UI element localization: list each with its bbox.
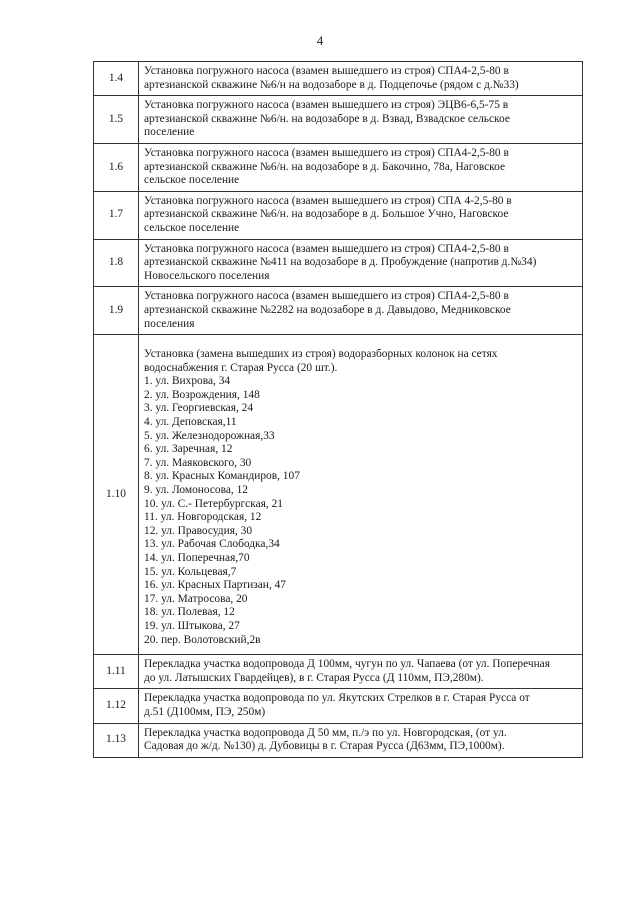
works-table	[93, 61, 583, 758]
list-item: 3. ул. Георгиевская, 24	[144, 402, 254, 415]
list-item: 20. пер. Волотовский,2в	[144, 633, 261, 646]
description-line: артезианской скважине №6/н. на водозаборе в д. Бакочино, 78а, Наговское	[144, 160, 506, 173]
list-item: 18. ул. Полевая, 12	[144, 606, 235, 619]
description-line: Установка погружного насоса (взамен вышедшего из строя) СПА4-2,5-80 в	[144, 146, 509, 159]
list-item: 6. ул. Заречная, 12	[144, 443, 233, 456]
list-item: 5. ул. Железнодорожная,33	[144, 429, 275, 442]
list-item: 7. ул. Маяковского, 30	[144, 456, 252, 469]
list-item: 1. ул. Вихрова, 34	[144, 375, 231, 388]
description-line: артезианской скважине №6/н. на водозаборе в д. Взвад, Взвадское сельское	[144, 112, 510, 125]
table-row	[94, 239, 583, 287]
description-line: Установка погружного насоса (взамен вышедшего из строя) СПА4-2,5-80 в	[144, 242, 509, 255]
description-line: Новосельского поселения	[144, 269, 270, 282]
description-line: водоснабжения г. Старая Русса (20 шт.).	[144, 361, 338, 374]
table-row	[94, 96, 583, 144]
table-row	[94, 689, 583, 723]
row-number: 1.8	[94, 239, 139, 287]
table-row	[94, 655, 583, 689]
description-line: Установка погружного насоса (взамен вышедшего из строя) СПА 4-2,5-80 в	[144, 194, 512, 207]
table-row	[94, 62, 583, 96]
row-description	[139, 655, 583, 689]
table-row	[94, 335, 583, 655]
address-list	[144, 375, 578, 647]
row-description	[139, 239, 583, 287]
list-item: 13. ул. Рабочая Слободка,34	[144, 538, 280, 551]
description-line: Установка погружного насоса (взамен вышедшего из строя) ЭЦВ6-6,5-75 в	[144, 99, 509, 112]
description-line: Перекладка участка водопровода Д 50 мм, п./э по ул. Новгородская, (от ул.	[144, 726, 507, 739]
row-description	[139, 143, 583, 191]
description-line: поселения	[144, 317, 195, 330]
row-description	[139, 96, 583, 144]
list-item: 9. ул. Ломоносова, 12	[144, 484, 248, 497]
list-item: 2. ул. Возрождения, 148	[144, 388, 260, 401]
list-item: 11. ул. Новгородская, 12	[144, 511, 262, 524]
table-row	[94, 723, 583, 757]
row-number: 1.6	[94, 143, 139, 191]
description-line: Установка погружного насоса (взамен вышедшего из строя) СПА4-2,5-80 в	[144, 290, 509, 303]
description-line: до ул. Латышских Гвардейцев), в г. Старая Русса (Д 110мм, ПЭ,280м).	[144, 671, 484, 684]
description-line: артезианской скважине №2282 на водозаборе в д. Давыдово, Медниковское	[144, 303, 511, 316]
description-line: артезианской скважине №6/н на водозаборе в д. Подцепочье (рядом с д.№33)	[144, 78, 519, 91]
row-description	[139, 723, 583, 757]
description-line: Перекладка участка водопровода по ул. Якутских Стрелков в г. Старая Русса от	[144, 692, 530, 705]
list-item: 12. ул. Правосудия, 30	[144, 524, 253, 537]
list-item: 16. ул. Красных Партизан, 47	[144, 579, 286, 592]
row-number: 1.12	[94, 689, 139, 723]
row-description	[139, 62, 583, 96]
table-row	[94, 287, 583, 335]
list-item: 14. ул. Поперечная,70	[144, 552, 250, 564]
table-row	[94, 191, 583, 239]
row-description	[139, 191, 583, 239]
row-number: 1.5	[94, 96, 139, 144]
table-row	[94, 143, 583, 191]
page-number: 4	[316, 33, 324, 48]
description-line: сельское поселение	[144, 221, 240, 234]
row-description	[139, 335, 583, 655]
row-number: 1.9	[94, 287, 139, 335]
list-item: 4. ул. Деповская,11	[144, 416, 237, 429]
description-line: артезианской скважине №411 на водозаборе в д. Пробуждение (напротив д.№34)	[144, 256, 537, 269]
description-line: поселение	[144, 126, 195, 139]
list-item: 8. ул. Красных Командиров, 107	[144, 470, 300, 483]
list-item: 17. ул. Матросова, 20	[144, 592, 248, 605]
description-line: Перекладка участка водопровода Д 100мм, чугун по ул. Чапаева (от ул. Поперечная	[144, 658, 550, 671]
description-line: Установка (замена вышедших из строя) водоразборных колонок на сетях	[144, 348, 498, 361]
row-number: 1.7	[94, 191, 139, 239]
description-line: д.51 (Д100мм, ПЭ, 250м)	[144, 705, 266, 718]
list-item: 10. ул. С.- Петербургская, 21	[144, 497, 283, 510]
row-number: 1.13	[94, 723, 139, 757]
row-number: 1.11	[94, 655, 139, 689]
row-number: 1.10	[94, 335, 139, 655]
row-number: 1.4	[94, 62, 139, 96]
description-line: артезианской скважине №6/н. на водозаборе в д. Большое Учно, Наговское	[144, 208, 509, 221]
list-item: 19. ул. Штыкова, 27	[144, 619, 240, 632]
description-line: Установка погружного насоса (взамен вышедшего из строя) СПА4-2,5-80 в	[144, 65, 509, 77]
list-item: 15. ул. Кольцевая,7	[144, 565, 237, 578]
row-description	[139, 287, 583, 335]
row-description	[139, 689, 583, 723]
description-line: Садовая до ж/д. №130) д. Дубовицы в г. Старая Русса (Д63мм, ПЭ,1000м).	[144, 740, 505, 753]
description-line: сельское поселение	[144, 174, 240, 187]
